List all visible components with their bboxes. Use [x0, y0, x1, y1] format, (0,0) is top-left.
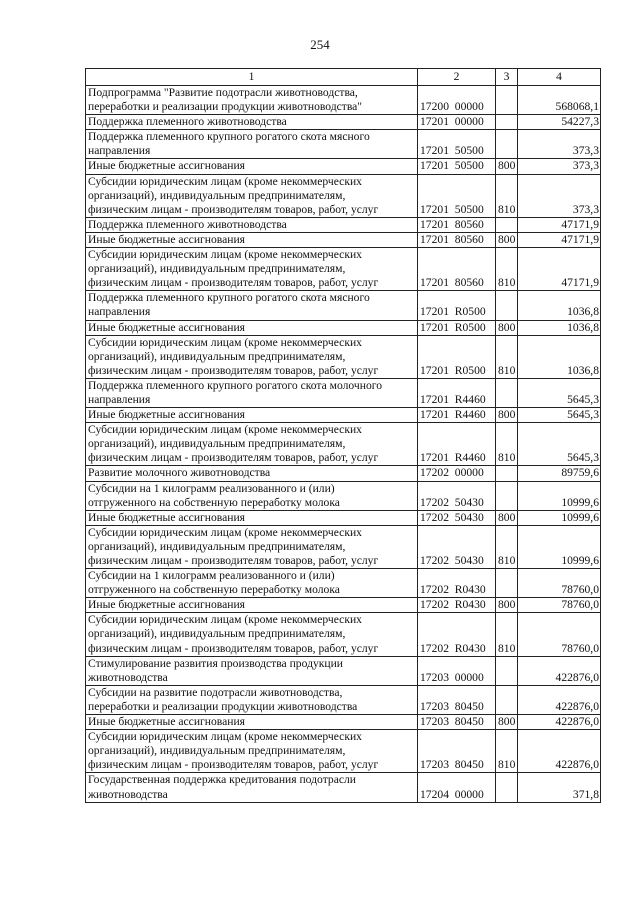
cell-name: Субсидии юридическим лицам (кроме некоммерческих организаций), индивидуальным предпринимателям, физическим лицам - производителям товаров, работ, услуг	[86, 248, 418, 291]
table-body	[86, 86, 601, 803]
cell-type: 810	[496, 423, 518, 466]
cell-type	[496, 130, 518, 159]
cell-name: Иные бюджетные ассигнования	[86, 232, 418, 247]
table-row	[86, 423, 601, 466]
cell-code: 17202 R0430	[418, 613, 496, 656]
cell-name: Субсидии на 1 килограмм реализованного и (или) отгруженного на собственную переработку молока	[86, 569, 418, 598]
cell-amount: 5645,3	[518, 378, 601, 407]
cell-code: 17201 R4460	[418, 408, 496, 423]
budget-table	[85, 68, 601, 803]
cell-name: Государственная поддержка кредитования подотрасли животноводства	[86, 773, 418, 802]
cell-amount: 1036,8	[518, 320, 601, 335]
table-row	[86, 510, 601, 525]
table-row	[86, 248, 601, 291]
cell-code: 17201 R0500	[418, 335, 496, 378]
cell-type: 810	[496, 525, 518, 568]
cell-name: Субсидии юридическим лицам (кроме некоммерческих организаций), индивидуальным предпринимателям, физическим лицам - производителям товаров, работ, услуг	[86, 613, 418, 656]
table-row	[86, 115, 601, 130]
cell-type: 800	[496, 159, 518, 174]
cell-code: 17202 R0430	[418, 569, 496, 598]
table-row	[86, 773, 601, 802]
cell-type: 800	[496, 320, 518, 335]
table-row	[86, 291, 601, 320]
cell-type: 810	[496, 174, 518, 217]
cell-name: Подпрограмма "Развитие подотрасли животноводства, переработки и реализации продукции животноводства"	[86, 86, 418, 115]
cell-type: 800	[496, 715, 518, 730]
column-header-name: 1	[86, 69, 418, 86]
cell-code: 17202 50430	[418, 510, 496, 525]
cell-amount: 5645,3	[518, 423, 601, 466]
cell-type: 810	[496, 613, 518, 656]
cell-name: Иные бюджетные ассигнования	[86, 159, 418, 174]
cell-amount: 1036,8	[518, 335, 601, 378]
cell-amount: 10999,6	[518, 510, 601, 525]
cell-amount: 47171,9	[518, 217, 601, 232]
table-row	[86, 569, 601, 598]
table-row	[86, 232, 601, 247]
cell-type	[496, 378, 518, 407]
table-row	[86, 159, 601, 174]
cell-type	[496, 466, 518, 481]
cell-name: Субсидии юридическим лицам (кроме некоммерческих организаций), индивидуальным предпринимателям, физическим лицам - производителям товаров, работ, услуг	[86, 525, 418, 568]
cell-code: 17201 00000	[418, 115, 496, 130]
cell-code: 17202 00000	[418, 466, 496, 481]
cell-code: 17201 80560	[418, 232, 496, 247]
table-row	[86, 715, 601, 730]
cell-type	[496, 569, 518, 598]
table-row	[86, 656, 601, 685]
cell-amount: 10999,6	[518, 525, 601, 568]
cell-amount: 422876,0	[518, 730, 601, 773]
cell-amount: 422876,0	[518, 715, 601, 730]
cell-name: Развитие молочного животноводства	[86, 466, 418, 481]
cell-amount: 78760,0	[518, 598, 601, 613]
table-row	[86, 525, 601, 568]
cell-code: 17201 R4460	[418, 423, 496, 466]
cell-amount: 422876,0	[518, 685, 601, 714]
cell-code: 17202 50430	[418, 525, 496, 568]
cell-amount: 5645,3	[518, 408, 601, 423]
cell-amount: 373,3	[518, 159, 601, 174]
cell-type: 800	[496, 408, 518, 423]
cell-code: 17201 50500	[418, 159, 496, 174]
cell-name: Иные бюджетные ассигнования	[86, 510, 418, 525]
cell-amount: 10999,6	[518, 481, 601, 510]
cell-name: Субсидии юридическим лицам (кроме некоммерческих организаций), индивидуальным предпринимателям, физическим лицам - производителям товаров, работ, услуг	[86, 174, 418, 217]
cell-code: 17200 00000	[418, 86, 496, 115]
cell-amount: 47171,9	[518, 232, 601, 247]
cell-code: 17201 50500	[418, 174, 496, 217]
cell-name: Субсидии юридическим лицам (кроме некоммерческих организаций), индивидуальным предпринимателям, физическим лицам - производителям товаров, работ, услуг	[86, 730, 418, 773]
cell-code: 17203 80450	[418, 685, 496, 714]
cell-code: 17201 R4460	[418, 378, 496, 407]
table-row	[86, 217, 601, 232]
cell-name: Иные бюджетные ассигнования	[86, 408, 418, 423]
cell-amount: 371,8	[518, 773, 601, 802]
table-row	[86, 408, 601, 423]
cell-name: Поддержка племенного крупного рогатого скота молочного направления	[86, 378, 418, 407]
cell-type	[496, 685, 518, 714]
cell-type	[496, 115, 518, 130]
table-row	[86, 730, 601, 773]
table-row	[86, 598, 601, 613]
cell-type: 810	[496, 335, 518, 378]
table-row	[86, 378, 601, 407]
table-row	[86, 174, 601, 217]
cell-code: 17201 80560	[418, 248, 496, 291]
cell-code: 17201 80560	[418, 217, 496, 232]
cell-amount: 422876,0	[518, 656, 601, 685]
cell-name: Поддержка племенного крупного рогатого скота мясного направления	[86, 130, 418, 159]
cell-name: Субсидии на развитие подотрасли животноводства, переработки и реализации продукции животноводства	[86, 685, 418, 714]
cell-type	[496, 217, 518, 232]
table-row	[86, 335, 601, 378]
cell-code: 17204 00000	[418, 773, 496, 802]
cell-amount: 373,3	[518, 130, 601, 159]
page-number: 254	[310, 37, 330, 52]
cell-code: 17203 80450	[418, 730, 496, 773]
cell-amount: 78760,0	[518, 569, 601, 598]
cell-type	[496, 481, 518, 510]
cell-amount: 373,3	[518, 174, 601, 217]
cell-code: 17203 00000	[418, 656, 496, 685]
cell-name: Поддержка племенного животноводства	[86, 217, 418, 232]
cell-type	[496, 291, 518, 320]
cell-amount: 54227,3	[518, 115, 601, 130]
cell-amount: 89759,6	[518, 466, 601, 481]
cell-type: 810	[496, 730, 518, 773]
cell-name: Иные бюджетные ассигнования	[86, 320, 418, 335]
cell-name: Стимулирование развития производства продукции животноводства	[86, 656, 418, 685]
cell-name: Субсидии на 1 килограмм реализованного и (или) отгруженного на собственную переработку молока	[86, 481, 418, 510]
cell-type	[496, 86, 518, 115]
table-row	[86, 466, 601, 481]
cell-code: 17201 R0500	[418, 291, 496, 320]
cell-code: 17202 R0430	[418, 598, 496, 613]
cell-code: 17202 50430	[418, 481, 496, 510]
cell-name: Поддержка племенного животноводства	[86, 115, 418, 130]
table-row	[86, 320, 601, 335]
cell-type: 800	[496, 598, 518, 613]
cell-amount: 568068,1	[518, 86, 601, 115]
cell-code: 17201 50500	[418, 130, 496, 159]
cell-name: Субсидии юридическим лицам (кроме некоммерческих организаций), индивидуальным предпринимателям, физическим лицам - производителям товаров, работ, услуг	[86, 423, 418, 466]
cell-type	[496, 656, 518, 685]
table-row	[86, 613, 601, 656]
cell-type: 800	[496, 510, 518, 525]
column-header-amount: 4	[518, 69, 601, 86]
table-header-row	[86, 69, 601, 86]
cell-type: 800	[496, 232, 518, 247]
cell-name: Поддержка племенного крупного рогатого скота мясного направления	[86, 291, 418, 320]
cell-code: 17203 80450	[418, 715, 496, 730]
cell-name: Иные бюджетные ассигнования	[86, 598, 418, 613]
column-header-code: 2	[418, 69, 496, 86]
table-row	[86, 130, 601, 159]
cell-name: Субсидии юридическим лицам (кроме некоммерческих организаций), индивидуальным предпринимателям, физическим лицам - производителям товаров, работ, услуг	[86, 335, 418, 378]
table-row	[86, 86, 601, 115]
cell-type	[496, 773, 518, 802]
cell-amount: 47171,9	[518, 248, 601, 291]
cell-amount: 78760,0	[518, 613, 601, 656]
cell-code: 17201 R0500	[418, 320, 496, 335]
table-row	[86, 481, 601, 510]
column-header-type: 3	[496, 69, 518, 86]
cell-name: Иные бюджетные ассигнования	[86, 715, 418, 730]
cell-amount: 1036,8	[518, 291, 601, 320]
cell-type: 810	[496, 248, 518, 291]
table-row	[86, 685, 601, 714]
